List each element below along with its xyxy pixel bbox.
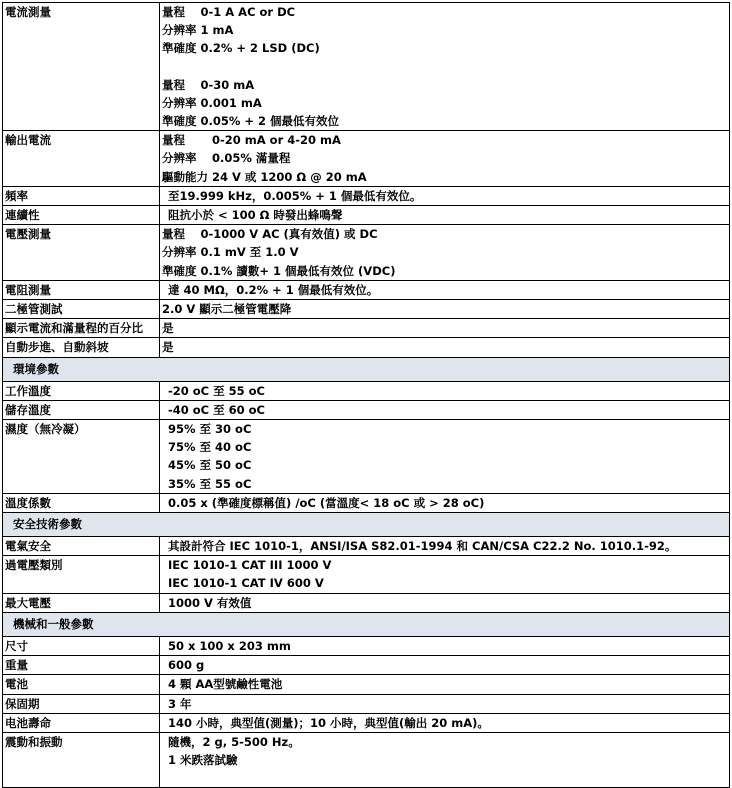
spec-row [3,300,730,319]
spec-value-line: 分辨率 1 mA [162,23,234,38]
spec-value-line [162,58,729,76]
spec-value-line: 量程 0-1 A AC or DC [162,5,296,19]
spec-value-line: 準確度 0.1% 讀數+ 1 個最低有效位 (VDC) [162,263,396,278]
spec-label: 濕度（無冷凝） [3,420,160,494]
spec-value-line: 量程 0-20 mA or 4-20 mA [162,133,341,148]
spec-value [160,537,730,556]
spec-row [3,656,730,675]
spec-value-line: IEC 1010-1 CAT III 1000 V [168,558,332,573]
spec-value-line: -40 oC 至 60 oC [168,402,265,417]
spec-value-line: 50 x 100 x 203 mm [168,638,291,653]
spec-value-line: 隨機，2 g, 5-500 Hz。 [168,734,300,749]
spec-value [160,493,730,512]
spec-value [160,556,730,593]
spec-value-line: 3 年 [168,696,192,711]
spec-row [3,225,730,281]
spec-label: 尺寸 [3,636,160,655]
spec-value [160,420,730,494]
spec-value [160,131,730,187]
section-heading: 安全技術參數 [3,513,730,537]
spec-value [160,636,730,655]
spec-value-line: 準確度 0.2% + 2 LSD (DC) [162,41,320,56]
spec-label: 工作溫度 [3,381,160,400]
spec-row [3,713,730,732]
spec-value [160,225,730,281]
spec-value [160,280,730,299]
spec-label: 儲存溫度 [3,400,160,419]
spec-label: 過電壓類別 [3,556,160,593]
spec-row [3,319,730,338]
spec-value [160,593,730,612]
spec-value [160,713,730,732]
spec-label: 保固期 [3,694,160,713]
spec-label: 顯示電流和滿量程的百分比 [3,319,160,338]
spec-label: 電氣安全 [3,537,160,556]
spec-label: 震動和振動 [3,732,160,787]
spec-table [2,2,730,788]
spec-value-line: 是 [162,340,174,355]
spec-value-line: 75% 至 40 oC [168,440,252,455]
spec-value-line: 達 40 MΩ，0.2% + 1 個最低有效位。 [168,282,379,297]
spec-value-line: 分辨率 0.05% 滿量程 [162,151,291,166]
spec-value-line [168,769,729,787]
spec-row [3,694,730,713]
spec-row [3,675,730,694]
spec-value-line: IEC 1010-1 CAT IV 600 V [168,576,324,591]
spec-value-line: 至19.999 kHz，0.005% + 1 個最低有效位。 [168,188,422,203]
section-environment [3,357,730,381]
spec-row [3,131,730,187]
spec-value [160,675,730,694]
spec-value-line: 驅動能力 24 V 或 1200 Ω @ 20 mA [162,169,367,184]
spec-label: 輸出電流 [3,131,160,187]
spec-value-line: -20 oC 至 55 oC [168,383,265,398]
spec-value [160,206,730,225]
spec-value-line: 0.05 x (準確度標稱值) /oC (當溫度< 18 oC 或 > 28 oC) [168,495,485,510]
spec-value-line: 35% 至 55 oC [168,476,252,491]
spec-label: 電流測量 [3,3,160,131]
spec-row [3,636,730,655]
spec-label: 重量 [3,656,160,675]
spec-label: 电池壽命 [3,713,160,732]
spec-value-line: 分辨率 0.001 mA [162,95,262,110]
spec-value-line: 是 [162,321,174,336]
spec-value [160,381,730,400]
spec-row [3,186,730,205]
spec-row [3,556,730,593]
spec-value [160,300,730,319]
spec-value-line: 140 小時，典型值(測量)；10 小時，典型值(輸出 20 mA)。 [168,715,489,730]
spec-value [160,732,730,787]
spec-value-line: 量程 0-1000 V AC (真有效值) 或 DC [162,227,378,242]
spec-row [3,280,730,299]
spec-value-line: 量程 0-30 mA [162,77,255,92]
spec-label: 電壓測量 [3,225,160,281]
spec-value [160,186,730,205]
spec-row [3,206,730,225]
spec-label: 連續性 [3,206,160,225]
spec-row [3,593,730,612]
spec-value-line: 準確度 0.05% + 2 個最低有效位 [162,114,340,129]
spec-value-line: 600 g [168,658,205,673]
section-mechanical [3,612,730,636]
spec-value-line: 95% 至 30 oC [168,422,252,437]
spec-value [160,656,730,675]
spec-row [3,381,730,400]
spec-value-line: 阻抗小於 < 100 Ω 時發出蜂鳴聲 [168,208,343,223]
spec-value [160,400,730,419]
spec-label: 自動步進、自動斜坡 [3,338,160,357]
spec-value-line: 4 顆 AA型號鹼性電池 [168,677,283,692]
spec-label: 電阻測量 [3,280,160,299]
spec-label: 最大電壓 [3,593,160,612]
spec-value-line: 1000 V 有效值 [168,595,252,610]
spec-label: 二極管測試 [3,300,160,319]
spec-row [3,493,730,512]
spec-row [3,338,730,357]
spec-value-line: 其設計符合 IEC 1010-1，ANSI/ISA S82.01-1994 和 CAN/CSA C22.2 No. 1010.1-92。 [168,539,677,554]
spec-row [3,3,730,131]
spec-label: 電池 [3,675,160,694]
spec-value-line: 分辨率 0.1 mV 至 1.0 V [162,245,299,260]
spec-label: 頻率 [3,186,160,205]
spec-row [3,732,730,787]
section-heading: 機械和一般參數 [3,612,730,636]
spec-row [3,420,730,494]
spec-row [3,537,730,556]
section-safety [3,513,730,537]
spec-row [3,400,730,419]
spec-value [160,338,730,357]
spec-value-line: 1 米跌落試驗 [168,753,238,768]
section-heading: 環境參數 [3,357,730,381]
spec-value [160,3,730,131]
spec-value [160,319,730,338]
spec-value-line: 45% 至 50 oC [168,458,252,473]
spec-label: 溫度係數 [3,493,160,512]
spec-value-line: 2.0 V 顯示二極管電壓降 [162,302,292,317]
spec-value [160,694,730,713]
